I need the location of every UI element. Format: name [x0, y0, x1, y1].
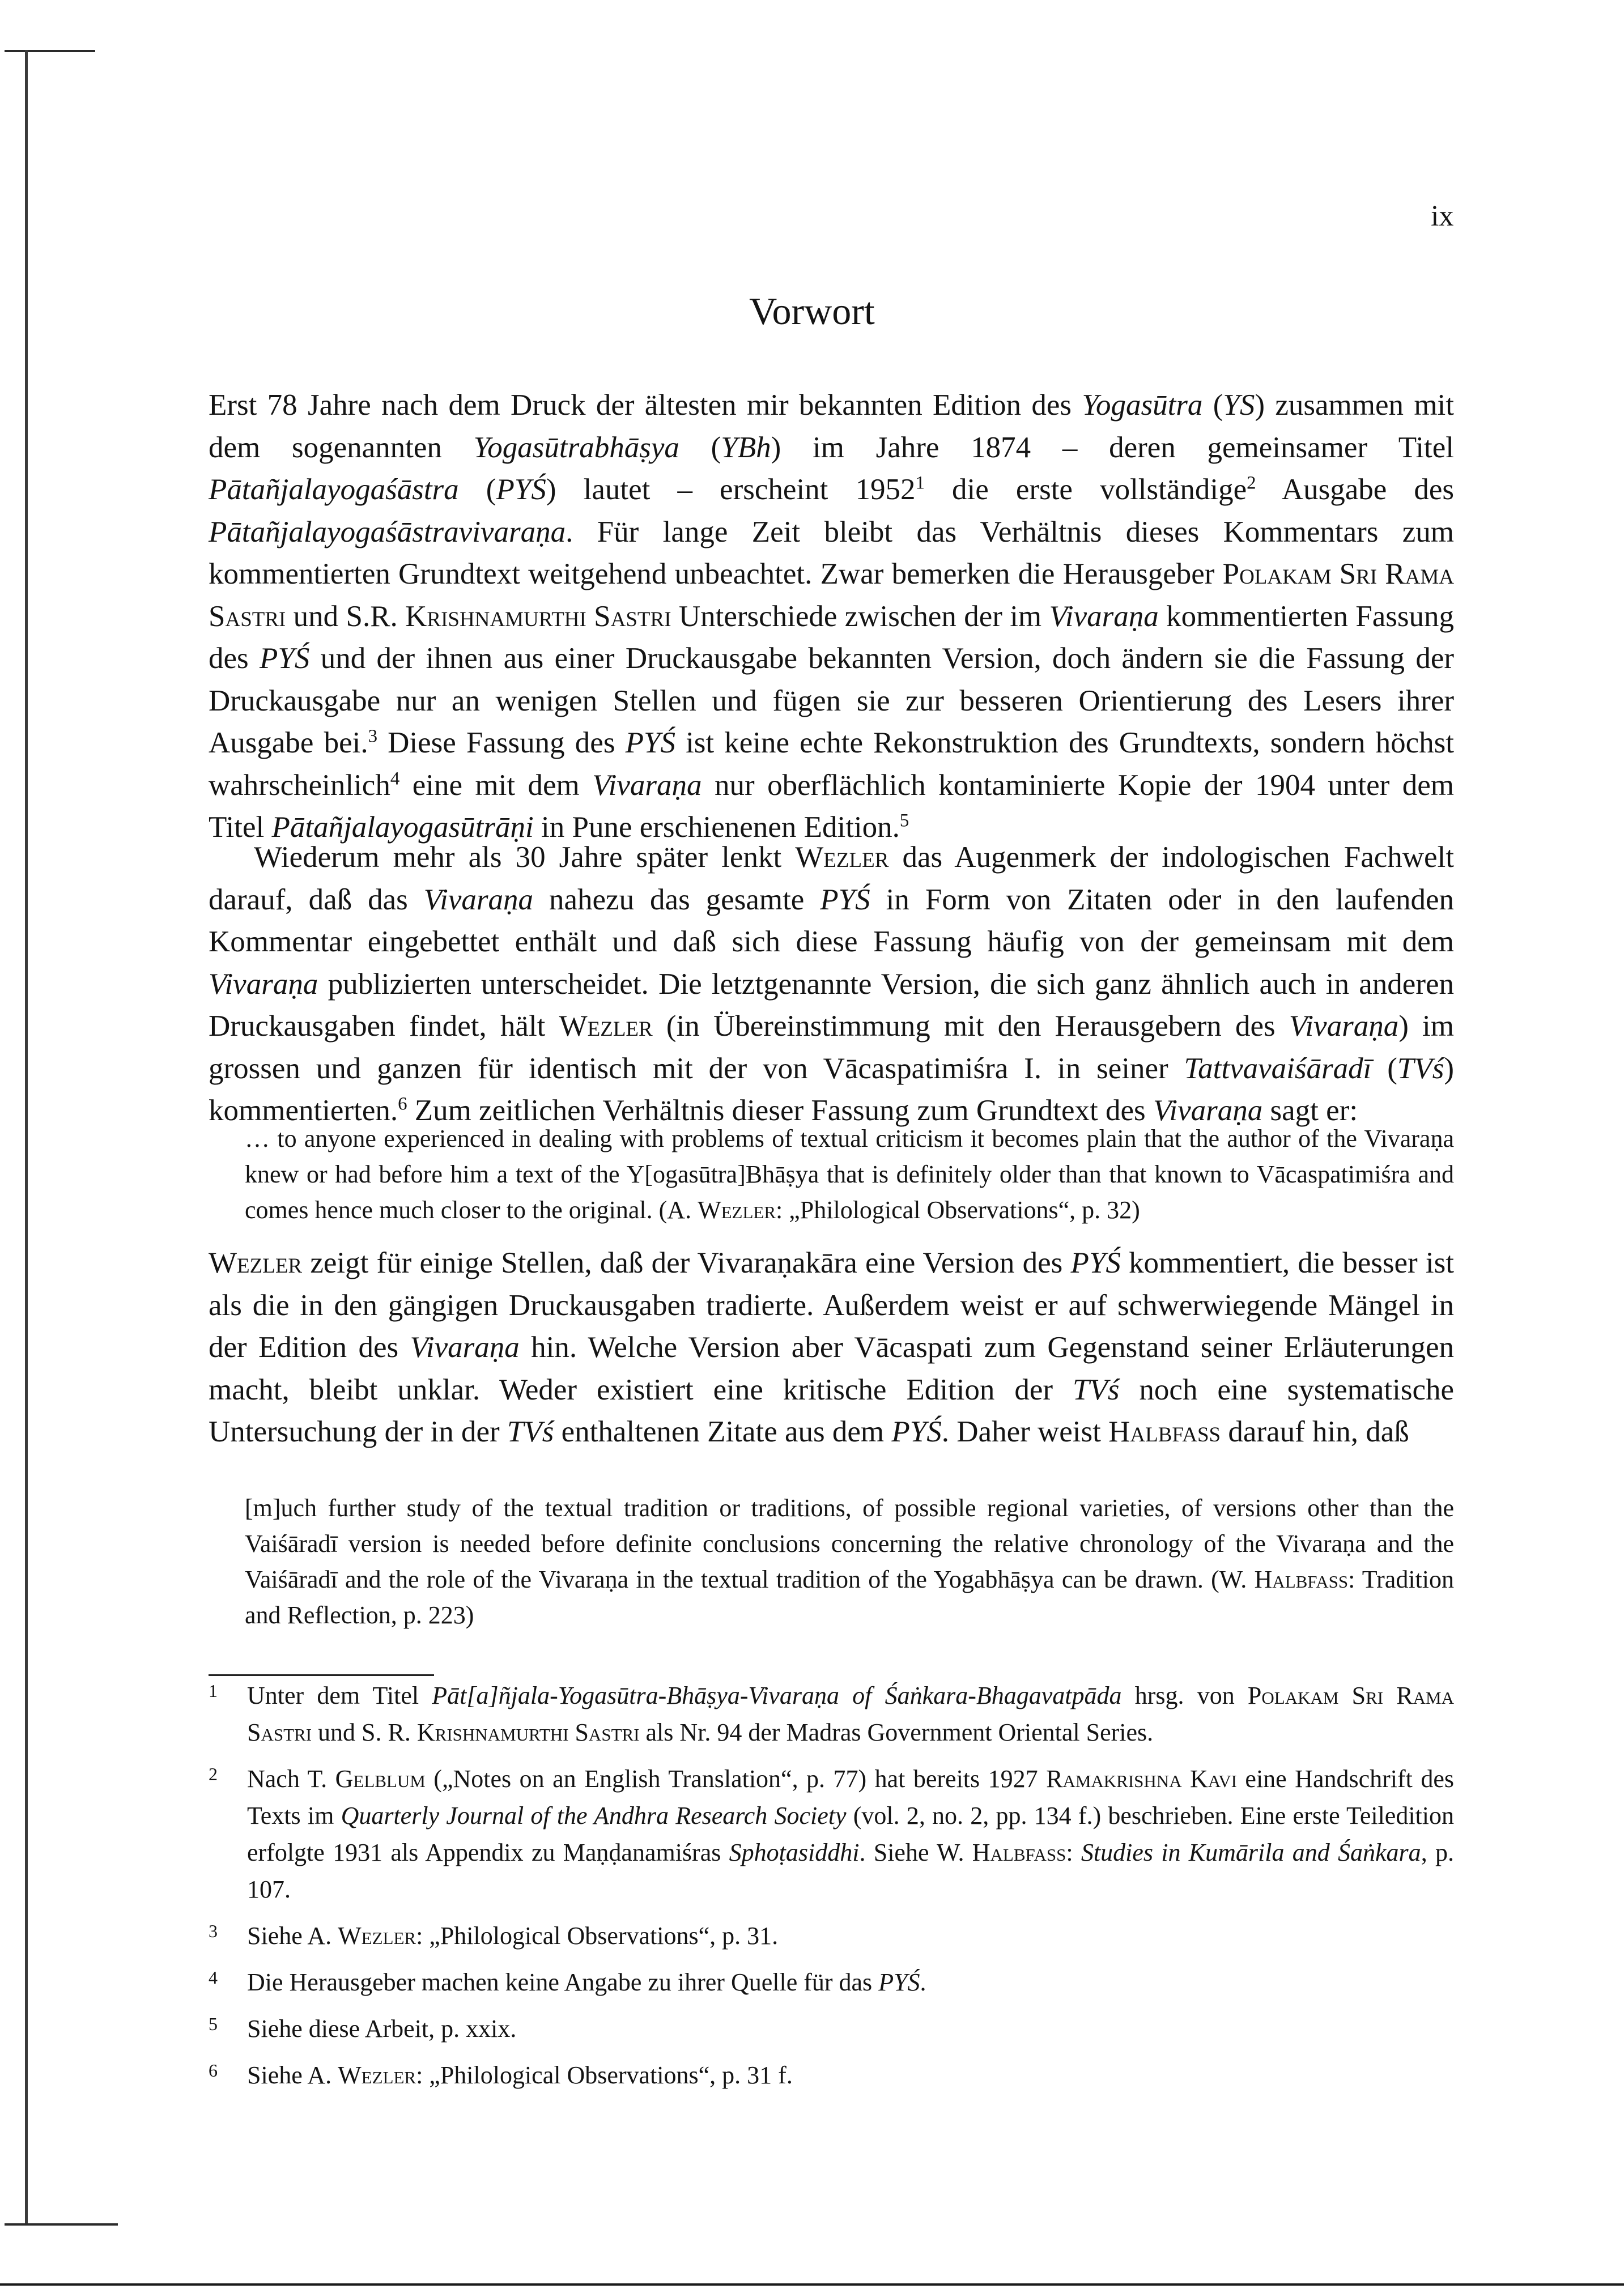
text-run: … to anyone experienced in dealing with problems of textual criticism it becomes plain that the author of the Vivaraṇa knew or had before him a text of the Y[ogasūtra]Bhāṣya that is definitely older than that known to Vācaspatimiśra and comes hence much closer to the original. (A. [245, 1125, 1454, 1224]
text-run: Gelblum [335, 1765, 426, 1793]
footnote [209, 1760, 1454, 1908]
text-run: in Form von Zitaten oder in den laufenden Kommentar eingebettet enthält und daß sich diese Fassung häufig von der gemeinsam mit dem [209, 883, 1454, 958]
text-run: kommentierten Fassung des [209, 599, 1454, 675]
text-run: die erste vollständige [924, 473, 1247, 506]
text-run: TVś [1397, 1052, 1444, 1085]
text-run: Halbfass [1108, 1415, 1221, 1448]
text-run: : „Philological Observations“, p. 32) [776, 1196, 1140, 1224]
text-run: Zum zeitlichen Verhältnis dieser Fassung zum Grundtext des [407, 1094, 1153, 1127]
text-run: [m]uch further study of the textual tradition or traditions, of possible regional varieties, of versions other than the Vaiśāradī version is needed before definite conclusions concerning the relative chronology of the Vivaraṇa and the Vaiśāradī and the role of the Vivaraṇa in the textual tradition of the Yogabhāṣya can be drawn. (W. [245, 1494, 1454, 1593]
text-run: PYŚ [625, 726, 675, 759]
footnote [209, 2057, 1454, 2094]
text-run: . Siehe W. [859, 1839, 972, 1866]
text-run: Pāt[a]ñjala-Yogasūtra-Bhāṣya-Vivaraṇa of Śaṅkara-Bhagavatpāda [432, 1682, 1122, 1709]
footnote-text [247, 1968, 926, 1996]
text-run: . [920, 1968, 926, 1996]
text-run: publizierten unterscheidet. Die letztgenannte Version, die sich ganz ähnlich auch in anderen Druckausgaben findet, hält [209, 967, 1454, 1043]
footnote-text [247, 1765, 1454, 1903]
text-run: Unter dem Titel [247, 1682, 432, 1709]
footnote-ref: 4 [390, 768, 400, 789]
text-run: Nach T. [247, 1765, 335, 1793]
text-run: Ramakrishna Kavi [1046, 1765, 1237, 1793]
text-run: PYŚ [1070, 1247, 1121, 1279]
text-run: und S.R. [286, 599, 406, 633]
footnote-text [247, 2061, 793, 2089]
footnote-number: 6 [209, 2060, 218, 2081]
page-number: ix [1431, 200, 1454, 232]
text-run: Vivaraṇa [1153, 1094, 1263, 1127]
footnote-text [247, 1682, 1454, 1746]
text-run: ( [679, 431, 721, 464]
footnote-separator [209, 1674, 434, 1676]
text-run: als Nr. 94 der Madras Government Oriental Series. [639, 1718, 1154, 1746]
text-run: TVś [1072, 1373, 1120, 1406]
text-run: Die Herausgeber machen keine Angabe zu ihrer Quelle für das [247, 1968, 879, 1996]
text-run: : „Philological Observations“, p. 31. [416, 1922, 779, 1950]
text-run: Pātañjalayogaśāstravivaraṇa [209, 515, 566, 548]
text-run: hin. Welche Version aber Vācaspati zum Gegenstand seiner Erläuterungen macht, bleibt unklar. Weder existiert eine kritische Edition der [209, 1331, 1455, 1406]
text-run: das Augenmerk der indologischen Fachwelt darauf, daß das [209, 841, 1455, 916]
scan-bottom-border [0, 2283, 1624, 2286]
footnote [209, 2010, 1454, 2047]
footnote-text [247, 1922, 778, 1950]
text-run: Studies in Kumārila and Śaṅkara [1081, 1839, 1421, 1866]
body-paragraph [209, 836, 1454, 1132]
text-run: („Notes on an English Translation“, p. 77) hat bereits 1927 [425, 1765, 1047, 1793]
footnote-ref: 2 [1247, 473, 1256, 494]
chapter-title: Vorwort [749, 290, 875, 333]
text-run: und der ihnen aus einer Druckausgabe bekannten Version, doch ändern sie die Fassung der Druckausgabe nur an wenigen Stellen und fügen sie zur besseren Orientierung des Lesers ihrer Ausgabe bei. [209, 642, 1454, 759]
text-run: , p. 107. [247, 1839, 1454, 1903]
text-run: ( [1202, 389, 1223, 422]
footnote-list [209, 1677, 1454, 2103]
text-run: Tattvavaiśāradī [1184, 1052, 1372, 1085]
footnote-number: 4 [209, 1967, 218, 1988]
text-run: Yogasūtra [1082, 389, 1203, 422]
text-run: Wezler [338, 2061, 416, 2089]
text-run: PYŚ [496, 473, 546, 506]
text-run: Halbfass [1254, 1565, 1349, 1593]
text-run: PYŚ [260, 642, 310, 675]
text-run: Polakam Sri Rama Sastri [247, 1682, 1454, 1746]
footnote-number: 5 [209, 2014, 218, 2034]
text-run: darauf hin, daß [1221, 1415, 1409, 1448]
footnote [209, 1917, 1454, 1954]
text-run: in Pune erschienenen Edition. [533, 811, 900, 844]
text-run: Yogasūtrabhāṣya [473, 431, 679, 464]
text-run: kommentiert, die besser ist als die in den gängigen Druckausgaben tradierte. Außerdem weist er auf schwerwiegende Mängel in der Edition des [209, 1247, 1454, 1364]
footnote-number: 1 [209, 1681, 218, 1701]
text-run: Siehe A. [247, 1922, 338, 1950]
text-run: ist keine echte Rekonstruktion des Grundtexts, sondern höchst wahrscheinlich [209, 726, 1455, 802]
scan-edge-mark-left [25, 50, 28, 2226]
text-run: Wiederum mehr als 30 Jahre später lenkt [254, 841, 796, 874]
text-run: Quarterly Journal of the Andhra Research Society [341, 1802, 847, 1830]
text-run: ( [1371, 1052, 1397, 1085]
text-run: : Tradition and Reflection, p. 223) [245, 1565, 1454, 1629]
text-run: Vivaraṇa [1049, 599, 1159, 633]
footnote-ref: 6 [398, 1094, 407, 1114]
text-run: Wezler [209, 1247, 303, 1279]
footnote-text [247, 2015, 516, 2043]
text-run: eine Handschrift des Texts im [247, 1765, 1455, 1830]
text-run: TVś [507, 1415, 554, 1448]
text-run: Ausgabe des [1256, 473, 1455, 506]
footnote-ref: 3 [368, 726, 378, 747]
block-quote [245, 1490, 1454, 1633]
text-run: zeigt für einige Stellen, daß der Vivaraṇakāra eine Version des [302, 1247, 1071, 1279]
text-run: eine mit dem [399, 768, 593, 802]
text-run: enthaltenen Zitate aus dem [554, 1415, 892, 1448]
text-run: YS [1223, 389, 1255, 422]
text-run: ) im grossen und ganzen für identisch mit der von Vācaspatimiśra I. in seiner [209, 1010, 1455, 1085]
text-run: Vivaraṇa [209, 967, 318, 1001]
text-run: Krishnamurthi Sastri [416, 1718, 640, 1746]
text-run: ) im Jahre 1874 – deren gemeinsamer Titel [771, 431, 1455, 464]
text-run: Siehe diese Arbeit, p. xxix. [247, 2015, 517, 2043]
text-run: nahezu das gesamte [533, 883, 820, 916]
text-run: Vivaraṇa [410, 1331, 520, 1364]
text-run: : [1066, 1839, 1081, 1866]
scan-edge-mark-top [5, 50, 95, 52]
text-run: Siehe A. [247, 2061, 338, 2089]
footnote-number: 3 [209, 1921, 218, 1941]
text-run: PYŚ [891, 1415, 942, 1448]
block-quote [245, 1121, 1454, 1228]
text-run: (vol. 2, no. 2, pp. 134 f.) beschrieben. Eine erste Teiledition erfolgte 1931 als Appendix zu Maṇḍanamiśras [247, 1802, 1454, 1866]
scan-edge-mark-bottom [5, 2223, 118, 2226]
text-run: Polakam Sri Rama Sastri [209, 558, 1454, 633]
body-paragraph [209, 1242, 1454, 1453]
text-run: Pātañjalayogasūtrāṇi [271, 811, 534, 844]
text-run: Sphoṭasiddhi [729, 1839, 860, 1866]
text-run: PYŚ [820, 883, 870, 916]
text-run: Halbfass [972, 1839, 1066, 1866]
text-run: YBh [721, 431, 771, 464]
footnote [209, 1964, 1454, 2001]
text-run: ( [458, 473, 496, 506]
text-run: Wezler [795, 841, 889, 874]
text-run: ) zusammen mit dem sogenannten [209, 389, 1454, 464]
text-run: Wezler [698, 1196, 776, 1224]
text-run: Vivaraṇa [1289, 1010, 1399, 1043]
footnote-number: 2 [209, 1764, 218, 1784]
text-run: Diese Fassung des [377, 726, 626, 759]
text-run: Unterschiede zwischen der im [671, 599, 1049, 633]
text-run: Krishnamurthi Sastri [405, 599, 671, 633]
text-run: Wezler [559, 1010, 653, 1043]
footnote [209, 1677, 1454, 1751]
text-run: noch eine systematische Untersuchung der in der [209, 1373, 1454, 1448]
text-run: ) lautet – erscheint 1952 [546, 473, 916, 506]
text-run: . Daher weist [941, 1415, 1109, 1448]
text-run: sagt er: [1262, 1094, 1358, 1127]
text-run: PYŚ [878, 1968, 920, 1996]
text-run: und S. R. [312, 1718, 417, 1746]
text-run: : „Philological Observations“, p. 31 f. [416, 2061, 793, 2089]
text-run: Wezler [338, 1922, 416, 1950]
text-run: ) kommentierten. [209, 1052, 1455, 1127]
text-run: Vivaraṇa [592, 768, 702, 802]
footnote-ref: 5 [899, 810, 909, 831]
text-run: Pātañjalayogaśāstra [209, 473, 459, 506]
text-run: (in Übereinstimmung mit den Herausgebern des [652, 1010, 1289, 1043]
text-run: Vivaraṇa [423, 883, 534, 916]
text-run: nur oberflächlich kontaminierte Kopie der 1904 unter dem Titel [209, 768, 1454, 844]
text-run: . Für lange Zeit bleibt das Verhältnis dieses Kommentars zum kommentierten Grundtext weitgehend unbeachtet. Zwar bemerken die Herausgeber [209, 515, 1454, 590]
text-run: Erst 78 Jahre nach dem Druck der ältesten mir bekannten Edition des [209, 389, 1082, 422]
body-paragraph [209, 384, 1454, 849]
text-run: hrsg. von [1121, 1682, 1248, 1709]
footnote-ref: 1 [915, 473, 925, 494]
